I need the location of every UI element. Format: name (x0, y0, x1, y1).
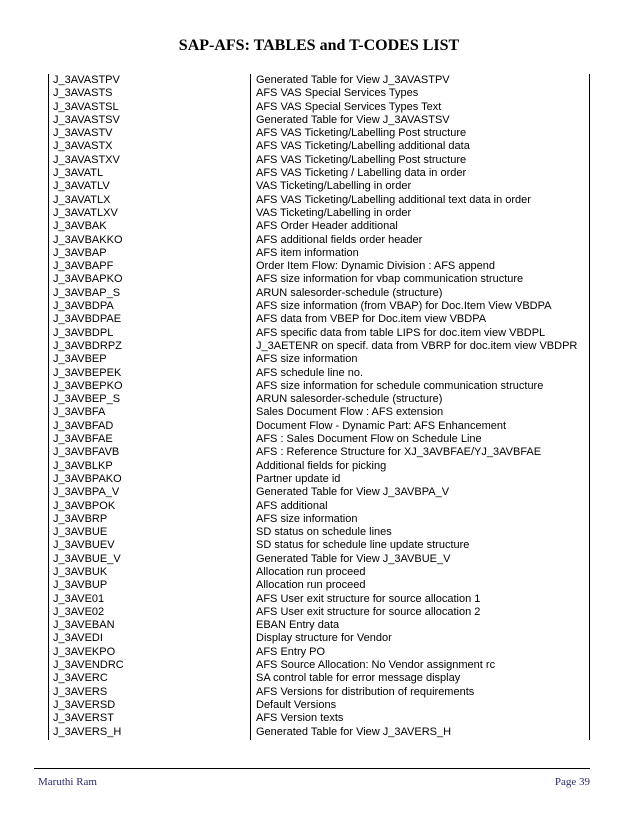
table-row (48, 699, 590, 712)
table-code: J_3AVERST (53, 712, 114, 725)
table-description: Default Versions (256, 698, 337, 711)
table-description: AFS VAS Ticketing/Labelling additional text data in order (256, 193, 531, 206)
table-description: AFS VAS Ticketing/Labelling Post structure (256, 127, 467, 140)
table-code: J_3AVBAP (53, 246, 107, 259)
table-description: AFS size information (256, 512, 358, 525)
table-row (48, 513, 590, 526)
table-row (48, 87, 590, 100)
table-row (48, 207, 590, 220)
table-description: AFS size information for schedule communication structure (256, 379, 544, 392)
table-code: J_3AVASTPV (53, 74, 120, 86)
table-description: AFS VAS Special Services Types Text (256, 100, 442, 113)
table-row (48, 101, 590, 114)
table-code: J_3AVE02 (53, 605, 105, 618)
table-description: AFS size information (256, 353, 358, 366)
table-row (48, 446, 590, 459)
table-description: Generated Table for View J_3AVBPA_V (256, 486, 450, 499)
table-code: J_3AVBPAKO (53, 472, 122, 485)
table-description: AFS additional (256, 499, 328, 512)
table-row (48, 686, 590, 699)
table-row (48, 566, 590, 579)
table-code: J_3AVBDPAE (53, 313, 122, 326)
table-description: AFS Versions for distribution of requirements (256, 685, 475, 698)
table-code: J_3AVERS_H (53, 725, 122, 738)
table-description: AFS VAS Ticketing / Labelling data in order (256, 167, 467, 180)
table-row (48, 526, 590, 539)
table-description: Allocation run proceed (256, 565, 366, 578)
table-code: J_3AVASTSV (53, 113, 120, 126)
table-row (48, 579, 590, 592)
table-row (48, 140, 590, 153)
table-description: ARUN salesorder-schedule (structure) (256, 393, 443, 406)
table-row (48, 473, 590, 486)
table-row (48, 726, 590, 739)
table-code: J_3AVERS (53, 685, 108, 698)
table-code: J_3AVBAP_S (53, 286, 121, 299)
table-row (48, 406, 590, 419)
table-row (48, 194, 590, 207)
table-row (48, 74, 590, 87)
table-description: Generated Table for View J_3AVBUE_V (256, 552, 451, 565)
table-code: J_3AVBUE (53, 526, 108, 539)
table-code: J_3AVBUK (53, 565, 108, 578)
table-row (48, 593, 590, 606)
table-code: J_3AVERC (53, 672, 108, 685)
table-code: J_3AVASTS (53, 87, 113, 100)
table-code: J_3AVBDPL (53, 326, 114, 339)
table-code: J_3AVEKPO (53, 645, 116, 658)
table-row (48, 606, 590, 619)
tables-list (48, 74, 590, 740)
table-code: J_3AVBRP (53, 512, 108, 525)
table-code: J_3AVATLV (53, 180, 110, 193)
table-code: J_3AVERSD (53, 698, 116, 711)
table-description: Display structure for Vendor (256, 632, 392, 645)
table-code: J_3AVBUP (53, 579, 108, 592)
table-code: J_3AVASTXV (53, 153, 120, 166)
table-code: J_3AVBUEV (53, 539, 115, 552)
table-description: AFS size information for vbap communication structure (256, 273, 524, 286)
table-row (48, 287, 590, 300)
table-row (48, 154, 590, 167)
table-row (48, 712, 590, 725)
table-code: J_3AVBPA_V (53, 486, 120, 499)
footer-author: Maruthi Ram (38, 776, 97, 788)
table-code: J_3AVASTX (53, 140, 113, 153)
page-number: Page 39 (554, 776, 590, 788)
table-code: J_3AVBEP_S (53, 393, 121, 406)
table-description: SA control table for error message display (256, 672, 461, 685)
table-code: J_3AVBDRPZ (53, 339, 122, 352)
table-description: VAS Ticketing/Labelling in order (256, 206, 412, 219)
table-row (48, 646, 590, 659)
table-description: AFS specific data from table LIPS for doc.item view VBDPL (256, 326, 546, 339)
table-description: AFS : Reference Structure for XJ_3AVBFAE/YJ_3AVBFAE (256, 446, 542, 459)
table-code: J_3AVASTSL (53, 100, 119, 113)
table-rows (48, 74, 590, 739)
table-row (48, 539, 590, 552)
table-row (48, 420, 590, 433)
table-description: Additional fields for picking (256, 459, 387, 472)
table-description: AFS : Sales Document Flow on Schedule Line (256, 433, 482, 446)
table-row (48, 553, 590, 566)
table-description: EBAN Entry data (256, 619, 340, 632)
table-row (48, 367, 590, 380)
table-description: Document Flow - Dynamic Part: AFS Enhancement (256, 419, 507, 432)
table-description: AFS additional fields order header (256, 233, 423, 246)
table-code: J_3AVATL (53, 167, 104, 180)
table-code: J_3AVBUE_V (53, 552, 121, 565)
table-description: Order Item Flow: Dynamic Division : AFS append (256, 260, 496, 273)
table-row (48, 300, 590, 313)
table-row (48, 220, 590, 233)
table-row (48, 167, 590, 180)
table-code: J_3AVBAKKO (53, 233, 123, 246)
table-description: SD status for schedule line update structure (256, 539, 470, 552)
table-description: AFS Source Allocation: No Vendor assignment rc (256, 659, 496, 672)
table-description: Generated Table for View J_3AVASTPV (256, 74, 450, 86)
table-description: AFS Version texts (256, 712, 344, 725)
page-title: SAP-AFS: TABLES and T-CODES LIST (178, 37, 460, 54)
table-code: J_3AVBLKP (53, 459, 113, 472)
table-description: SD status on schedule lines (256, 526, 392, 539)
table-description: AFS User exit structure for source allocation 1 (256, 592, 481, 605)
table-description: Generated Table for View J_3AVASTSV (256, 113, 450, 126)
table-code: J_3AVATLXV (53, 206, 118, 219)
table-description: Partner update id (256, 472, 341, 485)
table-description: AFS Entry PO (256, 645, 326, 658)
table-description: AFS item information (256, 246, 359, 259)
table-row (48, 659, 590, 672)
table-code: J_3AVBFAD (53, 419, 114, 432)
table-row (48, 340, 590, 353)
table-row (48, 247, 590, 260)
table-row (48, 114, 590, 127)
table-description: Sales Document Flow : AFS extension (256, 406, 444, 419)
table-code: J_3AVBAPKO (53, 273, 123, 286)
table-row (48, 180, 590, 193)
table-row (48, 260, 590, 273)
table-description: Generated Table for View J_3AVERS_H (256, 725, 452, 738)
table-row (48, 353, 590, 366)
table-row (48, 327, 590, 340)
table-code: J_3AVBAPF (53, 260, 114, 273)
table-description: AFS data from VBEP for Doc.item view VBDPA (256, 313, 487, 326)
table-row (48, 486, 590, 499)
table-row (48, 127, 590, 140)
table-row (48, 500, 590, 513)
table-description: AFS Order Header additional (256, 220, 398, 233)
table-code: J_3AVBPOK (53, 499, 116, 512)
table-code: J_3AVEBAN (53, 619, 115, 632)
table-code: J_3AVBDPA (53, 300, 114, 313)
table-code: J_3AVATLX (53, 193, 111, 206)
table-description: J_3AETENR on specif. data from VBRP for doc.item view VBDPR (256, 339, 578, 352)
table-description: AFS VAS Ticketing/Labelling Post structure (256, 153, 467, 166)
table-row (48, 234, 590, 247)
table-description: AFS User exit structure for source allocation 2 (256, 605, 481, 618)
table-code: J_3AVENDRC (53, 659, 124, 672)
table-row (48, 632, 590, 645)
table-code: J_3AVBFAE (53, 433, 113, 446)
table-code: J_3AVEDI (53, 632, 103, 645)
footer-divider (34, 768, 590, 769)
table-code: J_3AVBEPEK (53, 366, 122, 379)
table-code: J_3AVASTV (53, 127, 113, 140)
table-code: J_3AVE01 (53, 592, 105, 605)
table-code: J_3AVBFAVB (53, 446, 120, 459)
table-row (48, 393, 590, 406)
table-row (48, 460, 590, 473)
table-description: AFS VAS Ticketing/Labelling additional data (256, 140, 470, 153)
table-row (48, 380, 590, 393)
table-code: J_3AVBAK (53, 220, 107, 233)
table-row (48, 313, 590, 326)
table-description: VAS Ticketing/Labelling in order (256, 180, 412, 193)
table-description: Allocation run proceed (256, 579, 366, 592)
table-code: J_3AVBFA (53, 406, 106, 419)
table-row (48, 273, 590, 286)
table-row (48, 433, 590, 446)
table-description: AFS VAS Special Services Types (256, 87, 419, 100)
table-code: J_3AVBEPKO (53, 379, 123, 392)
table-description: AFS schedule line no. (256, 366, 364, 379)
table-description: AFS size information (from VBAP) for Doc.Item View VBDPA (256, 300, 552, 313)
table-row (48, 619, 590, 632)
table-description: ARUN salesorder-schedule (structure) (256, 286, 443, 299)
table-row (48, 672, 590, 685)
table-code: J_3AVBEP (53, 353, 107, 366)
